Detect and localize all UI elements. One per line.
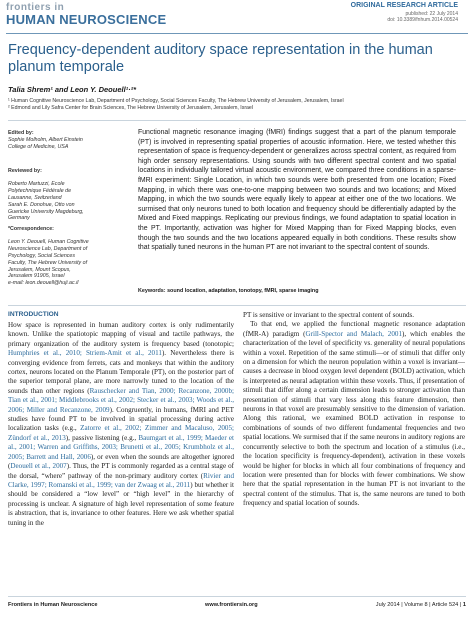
footer-journal-name: Frontiers in Human Neuroscience	[8, 602, 98, 608]
body-text: ). Nevertheless there is converging evidence from ferrets, cats and monkeys that within the auditory cortex, neurons located on the Planum Temporale (PT), on the posterior part of the superior temporal plane, are more narrowly tuned to the location of the sounds than other regions (	[8, 349, 234, 395]
page-number: 1	[462, 602, 466, 608]
abstract: Functional magnetic resonance imaging (fMRI) findings suggest that a part of the planum temporale (PT) is involved in representing spatial properties of acoustic information. Here, we tested whether this representation of space is frequency-dependent or generalizes across spectral content, as required from high order sensory representations. Using sounds with two different spectral content and two spatial locations in individually tailored virtual acoustic environment, we compared three conditions in a sparse-fMRI experiment: Single Location, in which two sounds were both presented from one location; Fixed Mapping, in which there was one-to-one mapping between two sounds and two locations; and Mixed Mapping, in which the two sounds were equally likely to appear at either one of the two locations. We surmised that only neurons tuned to both location and frequency should be differentially adapted by the Mixed and Fixed mappings. Replicating our previous findings, we found adaptation to spatial location in the PT. Importantly, activation was higher for Mixed Mapping than for Fixed Mapping blocks, even though the two sounds and the two locations appeared equally in both conditions. These results show that spatially tuned neurons in the human PT are not invariant to the spectral content of sounds.	[138, 129, 456, 252]
keywords-label: Keywords:	[138, 288, 166, 294]
body-column-left	[8, 321, 234, 528]
body-text: To that end, we applied the functional magnetic resonance adaptation (fMR-A) paradigm (	[243, 320, 465, 338]
edited-by-block	[8, 130, 94, 150]
edited-by-text: Sophie Molholm, Albert Einstein College of Medicine, USA	[8, 136, 83, 150]
body-column-right	[243, 311, 465, 509]
correspondence-text: Leon Y. Deouell, Human Cognitive Neuroscience Lab, Department of Psychology, Social Sciences Faculty, The Hebrew University of Jerusalem, Mount Scopus, Jerusalem 91905, Israel e-mail: leon.deouell@huji.ac.il	[8, 239, 89, 287]
keywords-text: sound location, adaptation, tonotopy, fMRI, sparse imaging	[167, 288, 319, 294]
reviewed-by-block	[8, 161, 94, 222]
abstract-divider	[8, 305, 466, 306]
footer-issue-text: July 2014 | Volume 8 | Article 524 |	[375, 602, 462, 608]
edited-by-label: Edited by:	[8, 130, 34, 136]
correspondence-label: *Correspondence:	[8, 225, 54, 232]
affiliation-divider	[8, 120, 466, 121]
citation-link[interactable]: Humphries et al., 2010; Striem-Amit et al., 2011	[8, 349, 162, 358]
citation-link[interactable]: Deouell et al., 2007	[10, 462, 67, 471]
citation-link[interactable]: Zatorre et al., 2002; Zimmer and Macaluso, 2005; Zündorf et al., 2013	[8, 424, 234, 442]
body-text: ). Thus, the PT is commonly regarded as a central stage of the dorsal, “where” pathway of the non-primary auditory cortex (	[8, 462, 234, 480]
affiliation-2: ² Edmond and Lily Safra Center for Brain Sciences, The Hebrew University of Jerusalem, Jerusalem, Israel	[8, 105, 253, 111]
reviewed-by-label: Reviewed by:	[8, 167, 42, 174]
citation-link[interactable]: Rivier and Clarke, 1997; Romanski et al., 1999; van der Zwaag et al., 2011	[8, 471, 234, 489]
published-date: published: 22 July 2014	[405, 11, 458, 17]
journal-logo: frontiers in	[6, 2, 65, 13]
correspondence-block	[8, 219, 94, 287]
article-title: Frequency-dependent auditory space representation in the human planum temporale	[8, 42, 433, 75]
citation-link[interactable]: Grill-Spector and Malach, 2001	[305, 329, 402, 338]
header-divider	[6, 33, 468, 34]
body-text: ) but whether it should be considered a “low level” or “high level” in the hierarchy of processing is unclear. A signature of high level representation of some feature is abstraction, that is, invariance to other features. Here we ask whether spatial tuning in the	[8, 480, 235, 527]
keywords	[138, 288, 456, 294]
body-text: ). Congruently, in humans, fMRI and PET studies have found PT to be involved in spatial processing during active localization tasks (e.g.,	[8, 405, 235, 433]
body-text: ), or even when the sounds are altogether ignored (	[8, 452, 234, 471]
body-text: ), passive listening (e.g.,	[65, 433, 139, 442]
section-heading-introduction: INTRODUCTION	[8, 311, 59, 318]
body-text: How space is represented in human auditory cortex is only rudimentarily known. Unlike the spatiotopic mapping of visual and tactile pathways, the primary organization of the auditory system is frequency based (tonotopic;	[8, 321, 234, 348]
footer-website-link[interactable]: www.frontiersin.org	[205, 602, 258, 608]
citation-link[interactable]: Baumgart et al., 1999; Maeder et al., 2001; Warren and Griffiths, 2003; Brunetti et al., 2005; Krumbholz et al., 2005; Barrett and Hall, 2006	[8, 433, 234, 461]
affiliation-1: ¹ Human Cognitive Neuroscience Lab, Department of Psychology, Social Sciences Faculty, The Hebrew University of Jerusalem, Jerusalem, Israel	[8, 98, 344, 104]
reviewed-by-text: Roberto Martuzzi, Ecole Polytechnique Fédérale de Lausanne, Switzerland Sarah E. Donohue, Otto von Guericke University Magdeburg, Germany	[8, 181, 84, 222]
citation-link[interactable]: Rauschecker and Tian, 2000; Recanzone, 2000b; Tian et al., 2001; Middlebrooks et al., 2002; Stecker et al., 2003; Woods et al., 2006; Miller and Recanzone, 2009	[8, 386, 234, 414]
footer-issue-info	[376, 602, 466, 608]
article-type: ORIGINAL RESEARCH ARTICLE	[350, 2, 458, 9]
doi-link[interactable]: doi: 10.3389/fnhum.2014.00524	[387, 17, 458, 23]
footer-divider	[8, 596, 466, 597]
author-list: Talia Shrem¹ and Leon Y. Deouell¹·²*	[8, 85, 137, 94]
body-text: ), which enables the characterization of the level of specificity vs. generality of neural populations within a voxel. Repetition of the same stimuli—or of stimuli that differ only on a dimension for which the neuron population within a voxel is invariant—causes a decrease in blood oxygen level dependent (BOLD) activation, which is interpreted as neural adaptation within these voxels. Thus, if presentation of stimuli that differ along a certain dimension leads to stronger activation than presentation of stimuli that vary less along this feature dimension, then neurons in that voxel are presumably sensitive to the dimension of variation. Along this rational, we examined BOLD activation in response to combinations of sounds of two different fundamental frequencies and two spatial locations. We surmised that if the same neurons in auditory regions are concurrently selective to both the spectrum and location of a stimulus (i.e., the location specificity is frequency-dependent), activation in these voxels would be higher for blocks in which all four combinations of frequency and location were presented than for blocks with fewer combinations. We show here that the spatial representation in the human PT is not invariant to the spectral content of the stimulus. That is, the same neurons are tuned to both frequency and spatial location of sounds.	[243, 329, 465, 508]
journal-name: HUMAN NEUROSCIENCE	[6, 12, 167, 27]
body-text: PT is sensitive or invariant to the spectral content of sounds.	[243, 311, 415, 319]
